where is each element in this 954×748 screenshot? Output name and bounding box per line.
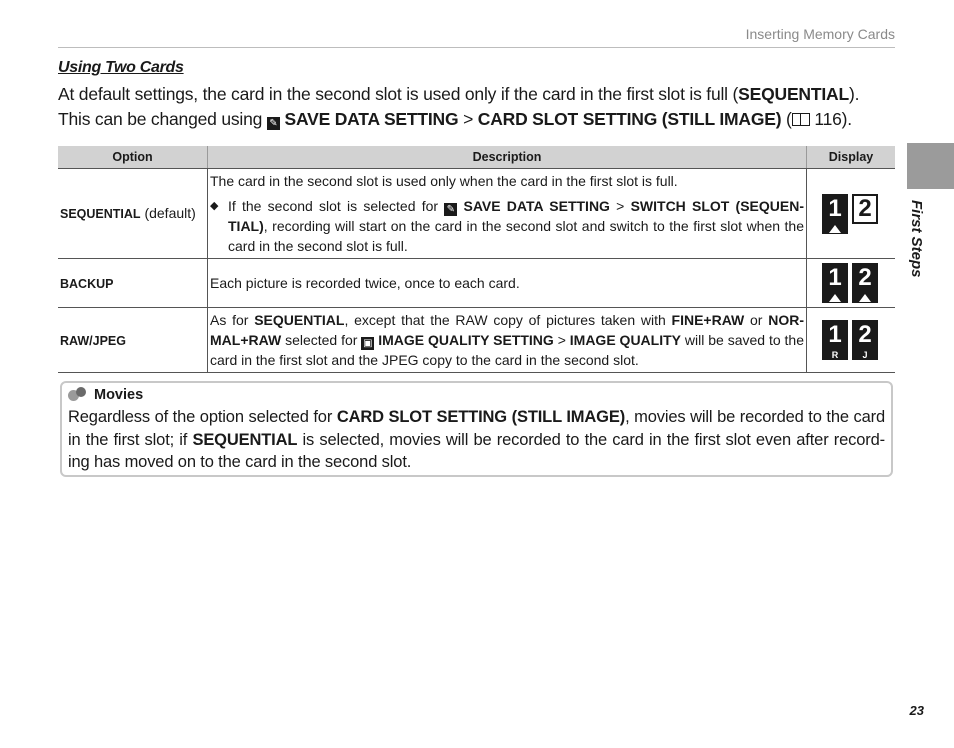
note-line [210,196,804,256]
arrow-up-icon [829,294,841,302]
display-cell [807,308,896,373]
slot-digit: 2 [852,320,878,350]
slot-digit: 2 [852,263,878,293]
movies-bold: CARD SLOT SETTING (STILL IMAGE) [336,408,626,426]
note-sep: > [616,198,625,214]
desc-text: or [744,312,769,328]
option-name: SEQUENTIAL [60,207,141,221]
table-row [58,308,895,373]
running-header: Inserting Memory Cards [745,26,895,42]
intro-text: At default settings, the card in the second slot is used only if the card in the first slot is full ( [58,84,739,104]
slot-digit: 2 [852,194,878,224]
desc-bold: IMAGE QUALITY SETTING [378,332,554,348]
movies-text: is selected, movies will be recorded to the card in the first slot even after record-ing has moved on to the card in the second slot. [68,430,885,471]
page-number: 23 [909,703,924,718]
note-menu-2: SWITCH SLOT (SEQUEN-TIAL) [228,198,804,234]
header-description: Description [208,146,807,169]
desc-bold: SEQUENTIAL [254,312,345,328]
chapter-tab [907,143,954,189]
description-cell: Each picture is recorded twice, once to each card. [208,259,807,308]
description-cell [208,308,807,373]
note-bullet-icon: ◆ [210,200,219,212]
note-text [228,196,804,256]
image-quality-icon: ▣ [363,338,373,349]
display-cell [807,259,896,308]
option-name: RAW/JPEG [60,333,126,348]
intro-text: This can be changed using [58,109,263,129]
movies-bold: SEQUENTIAL [192,430,298,449]
movies-note-box [60,381,893,477]
header-option: Option [58,146,208,169]
ref-open: ( [786,109,792,129]
sequential-slot-icon [822,192,880,236]
raw-jpeg-slot-icon [822,318,880,362]
desc-text: As for [210,312,255,328]
display-cell [807,169,896,259]
section-heading: Using Two Cards [58,59,184,76]
header-display: Display [807,146,896,169]
header-divider [58,47,895,48]
arrow-up-icon [859,294,871,302]
movies-body [68,406,885,474]
slot-digit: 1 [822,320,848,350]
save-data-icon: ✎ [267,117,280,130]
menu-save-data-setting: SAVE DATA SETTING [284,109,459,129]
option-suffix: (default) [140,205,196,221]
table-row [58,259,895,308]
menu-card-slot-setting: CARD SLOT SETTING (STILL IMAGE) [477,109,782,129]
note-post: , recording will start on the card in the second slot and switch to the first slot when the card in the second slot is full. [228,218,804,254]
desc-text: will be saved to the card in the first slot and the JPEG copy to the card in the second slot. [210,332,804,368]
option-name: BACKUP [60,276,114,291]
desc-bold: IMAGE QUALITY [569,332,681,348]
backup-slot-icon [822,261,880,305]
desc-text: > [553,332,570,348]
description-text: The card in the second slot is used only when the card in the first slot is full. [210,173,678,189]
intro-text: ). [848,84,860,104]
movies-title-text: Movies [94,387,144,403]
menu-separator: > [463,109,474,129]
intro-paragraph [58,82,908,132]
book-icon [792,113,810,126]
desc-bold: FINE+RAW [671,312,745,328]
slot-letter-j: J [852,350,878,360]
note-pre: If the second slot is selected for [228,198,439,214]
intro-bold-sequential: SEQUENTIAL [738,84,849,104]
note-menu-1: SAVE DATA SETTING [463,198,610,214]
description-cell [208,169,807,259]
desc-text: selected for [281,332,362,348]
chapter-label-text: First Steps [908,200,925,278]
option-cell [58,308,208,373]
option-cell [58,169,208,259]
movies-text: Regardless of the option selected for [68,408,337,426]
ref-page: 116). [814,109,852,129]
table-row [58,169,895,259]
save-data-icon: ✎ [444,203,457,216]
desc-text: , except that the RAW copy of pictures taken with [344,312,672,328]
desc-bold: NOR-MAL+RAW [210,312,804,348]
table-header-row [58,146,895,169]
option-cell [58,259,208,308]
arrow-up-icon [829,225,841,233]
movies-title [68,387,885,403]
note-icon [68,387,88,403]
movies-text: , movies will be recorded to the card in the first slot; if [68,408,886,449]
slot-letter-r: R [822,350,848,360]
chapter-label [889,196,949,296]
options-table [58,146,895,373]
slot-digit: 1 [822,194,848,224]
slot-digit: 1 [822,263,848,293]
